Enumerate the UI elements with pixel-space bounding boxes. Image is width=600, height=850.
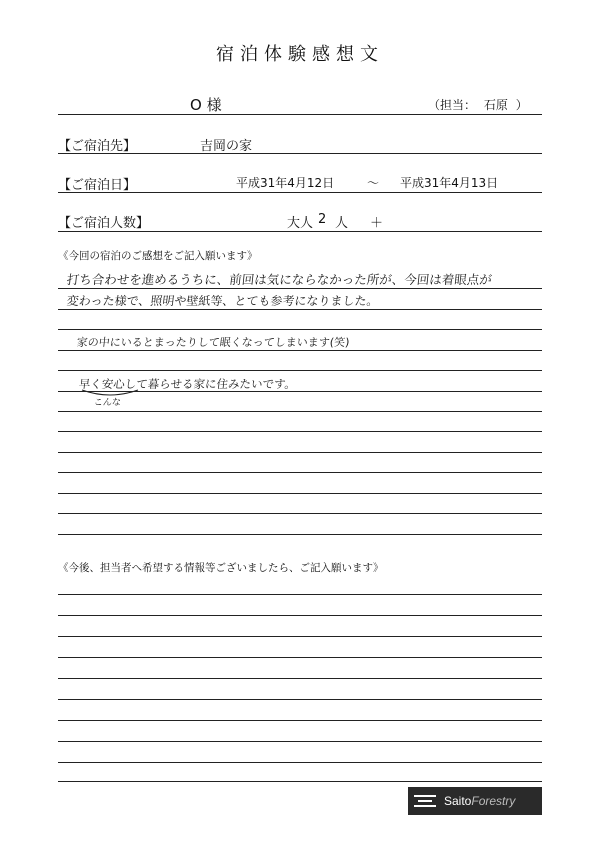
logo-brand-secondary: Forestry	[471, 794, 516, 808]
company-logo	[408, 787, 542, 815]
staff-label: （担当：	[428, 98, 477, 112]
handwritten-annotation: こんな	[93, 398, 122, 408]
place-label: 【ご宿泊先】	[58, 139, 137, 154]
rule-line	[58, 781, 542, 782]
date-label: 【ご宿泊日】	[58, 178, 137, 193]
rule-date	[58, 192, 542, 193]
rule-line	[58, 370, 542, 371]
impression-line: 変わった様で、照明や壁紙等、とても参考になりました。	[66, 294, 380, 308]
annotation-caret	[80, 388, 140, 400]
date-to: 平成31年4月13日	[400, 176, 499, 190]
rule-line	[58, 720, 542, 721]
staff-info	[428, 96, 528, 113]
staff-name: 石原	[483, 98, 508, 112]
logo-brand-primary: Saito	[444, 794, 472, 808]
rule-line	[58, 329, 542, 330]
rule-guest	[58, 114, 542, 115]
rule-line	[58, 472, 542, 473]
impression-line: 家の中にいるとまったりして眠くなってしまいます(笑)	[76, 336, 351, 349]
rule-line	[58, 431, 542, 432]
impression-line: 打ち合わせを進めるうちに、前回は気にならなかった所が、今回は着眼点が	[66, 272, 493, 287]
rule-line	[58, 657, 542, 658]
date-separator: ～	[367, 176, 380, 190]
guest-name: O 様	[190, 96, 222, 114]
rule-line	[58, 493, 542, 494]
impressions-heading: 《今回の宿泊のご感想をご記入願います》	[58, 250, 258, 262]
people-label: 【ご宿泊人数】	[58, 216, 150, 231]
rule-people	[58, 231, 542, 232]
document-title: 宿泊体験感想文	[216, 44, 384, 65]
plus-sign: ＋	[370, 216, 384, 231]
rule-line	[58, 288, 542, 289]
rule-line	[58, 513, 542, 514]
rule-line	[58, 309, 542, 310]
rule-line	[58, 678, 542, 679]
logo-text	[444, 794, 515, 808]
date-from: 平成31年4月12日	[236, 176, 335, 190]
staff-close: ）	[515, 98, 528, 112]
rule-line	[58, 411, 542, 412]
adults-unit: 人	[335, 216, 349, 231]
place-value: 吉岡の家	[200, 139, 253, 154]
adults-count: 2	[318, 212, 327, 227]
rule-line	[58, 762, 542, 763]
rule-line	[58, 636, 542, 637]
rule-line	[58, 741, 542, 742]
requests-heading: 《今後、担当者へ希望する情報等ございましたら、ご記入願います》	[58, 562, 384, 574]
rule-line	[58, 452, 542, 453]
rule-line	[58, 699, 542, 700]
logo-mark-icon	[408, 787, 442, 815]
rule-line	[58, 391, 542, 392]
rule-line	[58, 534, 542, 535]
rule-line	[58, 350, 542, 351]
impression-line: 早く安心して暮らせる家に住みたいです。	[78, 377, 297, 391]
adults-label: 大人	[287, 216, 314, 231]
rule-line	[58, 594, 542, 595]
rule-line	[58, 615, 542, 616]
rule-place	[58, 153, 542, 154]
